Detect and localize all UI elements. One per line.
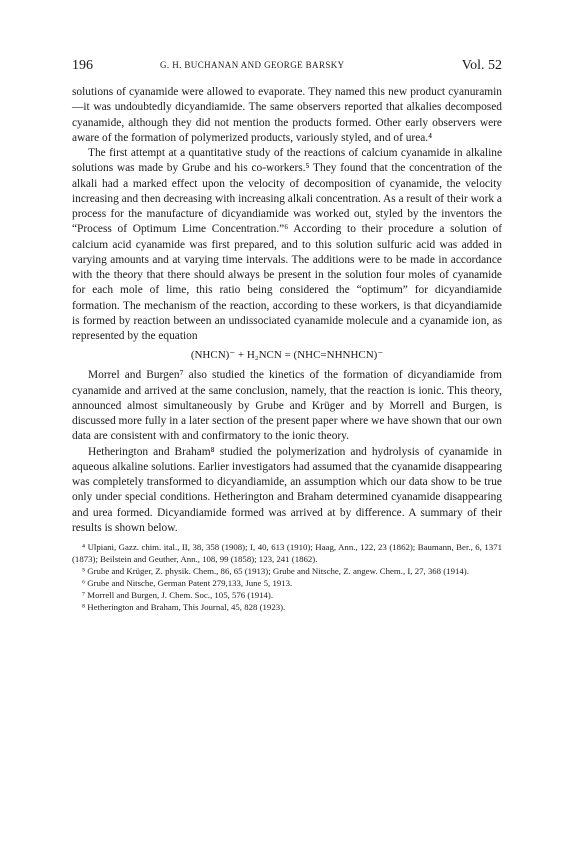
footnote-5: ⁵ Grube and Krüger, Z. physik. Chem., 86, 65 (1913); Grube and Nitsche, Z. angew. Chem., I, 27, 368 (1914). — [82, 566, 469, 577]
paragraph-morrel-burgen: Morrel and Burgen⁷ also studied the kinetics of the formation of dicyandiamide from cyanamide and arrived at the same conclusion, namely, that the reaction is ionic. This theory, announced almost simultaneously by Grube and Krüger and by Morrell and Burgen, is discussed more fully in a later section of the present paper where we have shown that our own data are consistent with and confirmatory to the ionic theory. — [72, 369, 502, 443]
paragraph-hetherington-braham: Hetherington and Braham⁸ studied the polymerization and hydrolysis of cyanamide in aqueous alkaline solutions. Earlier investigators had assumed that the cyanamide disappearing was completely transformed to dicyandiamide, an assumption which our data show to be true only under special conditions. Hetherington and Braham determined cyanamide disappearing and urea formed. Dicyandiamide formed was arrived at by difference. A summary of their results is shown below. — [72, 445, 502, 534]
footnote-8: ⁸ Hetherington and Braham, This Journal, 45, 828 (1923). — [82, 602, 286, 613]
reaction-equation: (NHCN)⁻ + H₂NCN = (NHC=NHNHCN)⁻ — [190, 349, 384, 362]
paragraph-grube-study: The first attempt at a quantitative study of the reactions of calcium cyanamide in alkaline solutions was made by Grube and his co-workers.⁵ They found that the concentration of the alkali had a marked effect upon the velocity of decomposition of cyanamide, the velocity increasing and then decreasing with increasing alkali concentration. As a result of their work a process for the manufacture of dicyandiamide was worked out, styled by the inventors the “Process of Optimum Lime Concentration.”⁶ According to their procedure a solution of calcium acid cyanamide was first prepared, and to this solution sulfuric acid was added in varying amounts and at varying time intervals. The additions were to be made in accordance with the theory that there should always be present in the solution four moles of cyanamide for each mole of lime, this ratio being considered the “optimum” for dicyandiamide formation. The mechanism of the reaction, according to these workers, is that dicyandiamide is formed by reaction between an undissociated cyanamide molecule and a cyanamide ion, as represented by the equation — [72, 147, 502, 342]
volume-label: Vol. 52 — [461, 58, 502, 73]
article-body — [72, 85, 502, 614]
running-head: G. H. BUCHANAN AND GEORGE BARSKY — [160, 60, 345, 70]
footnote-4: ⁴ Ulpiani, Gazz. chim. ital., II, 38, 358 (1908); I, 40, 613 (1910); Haag, Ann., 122, 23 (1862); Baumann, Ber., 6, 1371 (1873); Beilstein and Geuther, Ann., 108, 99 (1858); 123, 241 (1862). — [72, 542, 502, 565]
footnote-7: ⁷ Morrell and Burgen, J. Chem. Soc., 105, 576 (1914). — [82, 590, 274, 601]
page-header — [72, 58, 502, 78]
footnote-6: ⁶ Grube and Nitsche, German Patent 279,133, June 5, 1913. — [82, 578, 293, 589]
footnotes — [72, 541, 502, 614]
page-number: 196 — [72, 58, 93, 73]
paragraph-continuation: solutions of cyanamide were allowed to evaporate. They named this new product cyanuramin—it was undoubtedly dicyandiamide. The same observers reported that alkalies decomposed cyanamide, although they did not mention the products formed. Other early observers were aware of the formation of polymerized products, variously styled, and of urea.⁴ — [72, 86, 502, 144]
